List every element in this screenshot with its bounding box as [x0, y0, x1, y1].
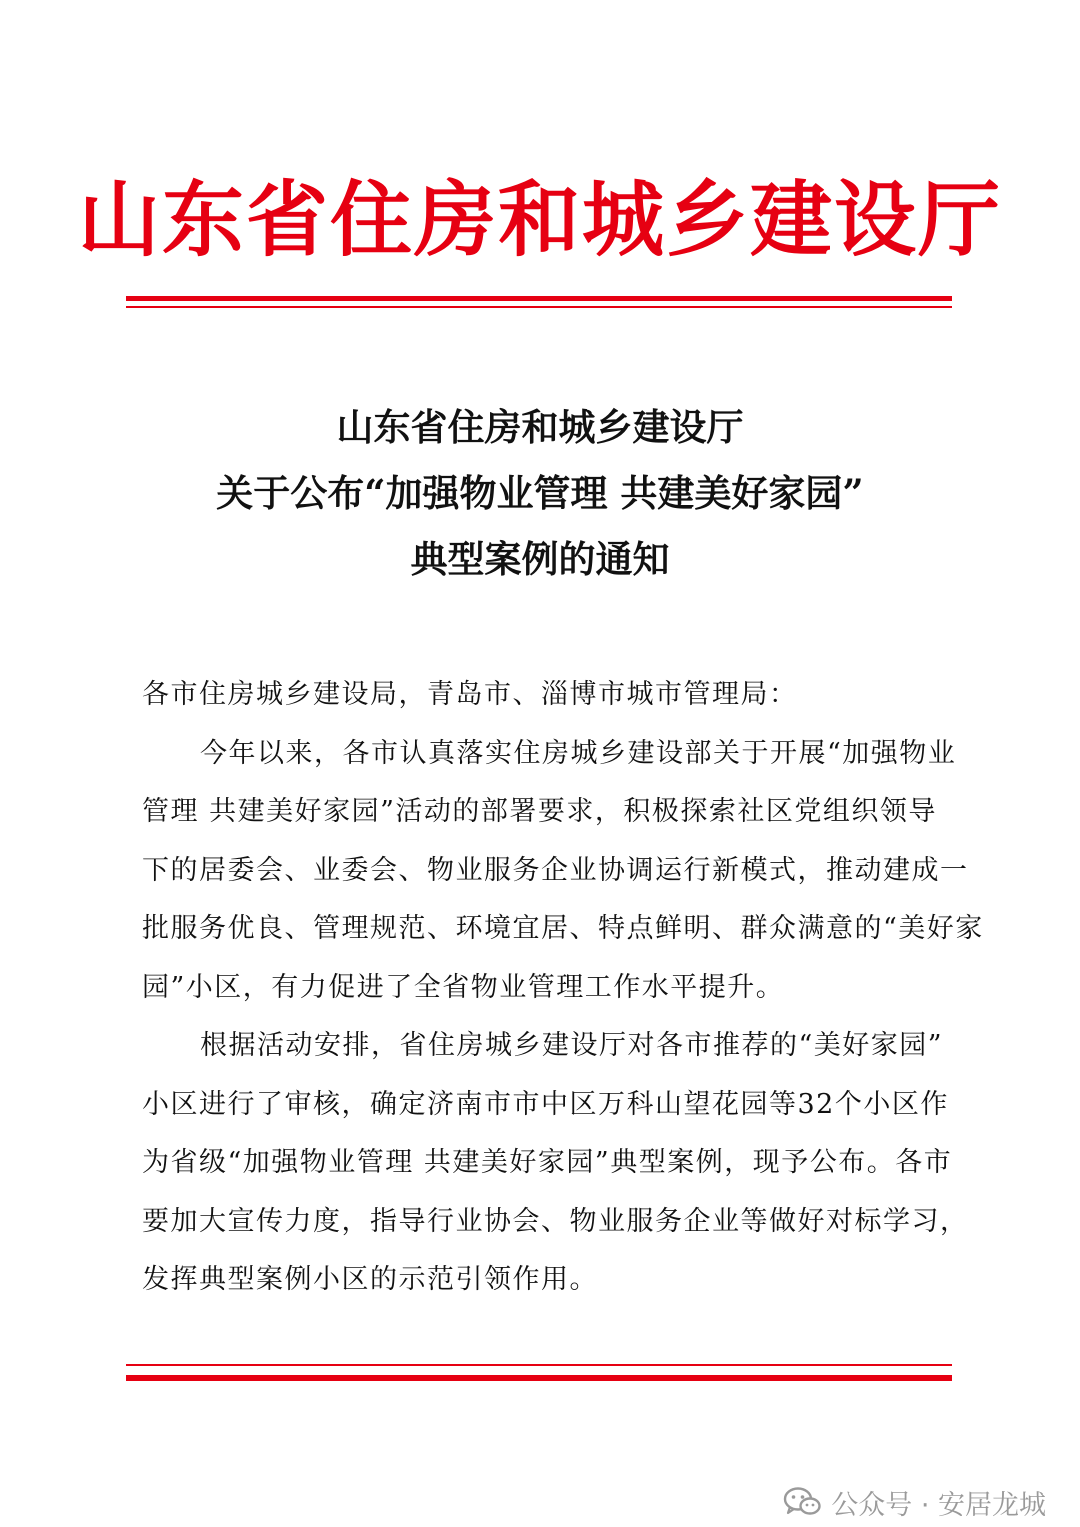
paragraph-2-line: 根据活动安排，省住房城乡建设厅对各市推荐的“美好家园”	[200, 1030, 944, 1061]
salutation: 各市住房城乡建设局，青岛市、淄博市城市管理局：	[142, 679, 798, 710]
paragraph-1-line: 今年以来，各市认真落实住房城乡建设部关于开展“加强物业	[200, 737, 957, 769]
document-title	[0, 394, 1080, 592]
watermark	[783, 1480, 1046, 1524]
title-line-1: 山东省住房和城乡建设厅	[336, 405, 744, 449]
paragraph-1-line: 下的居委会、业委会、物业服务企业协调运行新模式，推动建成一	[142, 854, 969, 886]
paragraph-2-line: 小区进行了审核，确定济南市市中区万科山望花园等32个小区作	[142, 1088, 949, 1120]
divider-thick-line	[126, 1375, 952, 1381]
paragraph-1-line: 园”小区，有力促进了全省物业管理工作水平提升。	[142, 971, 785, 1003]
footer-divider	[126, 1364, 952, 1384]
paragraph-2-line: 发挥典型案例小区的示范引领作用。	[142, 1264, 598, 1295]
document-body	[142, 666, 984, 1310]
letterhead-divider	[126, 296, 952, 310]
title-line-3: 典型案例的通知	[410, 537, 670, 581]
divider-thick-line	[126, 296, 952, 301]
paragraph-1-line: 管理 共建美好家园”活动的部署要求，积极探索社区党组织领导	[142, 796, 937, 827]
title-line-2: 关于公布“加强物业管理 共建美好家园”	[216, 471, 864, 515]
paragraph-1-line: 批服务优良、管理规范、环境宜居、特点鲜明、群众满意的“美好家	[142, 913, 984, 944]
paragraph-2-line: 要加大宣传力度，指导行业协会、物业服务企业等做好对标学习，	[142, 1205, 969, 1237]
divider-thin-line	[126, 306, 952, 308]
wechat-icon	[783, 1487, 821, 1517]
letterhead-org-name: 山东省住房和城乡建设厅	[77, 172, 1002, 268]
divider-thin-line	[126, 1364, 952, 1366]
watermark-text: 公众号 · 安居龙城	[831, 1489, 1046, 1521]
paragraph-2-line: 为省级“加强物业管理 共建美好家园”典型案例，现予公布。各市	[142, 1147, 953, 1178]
